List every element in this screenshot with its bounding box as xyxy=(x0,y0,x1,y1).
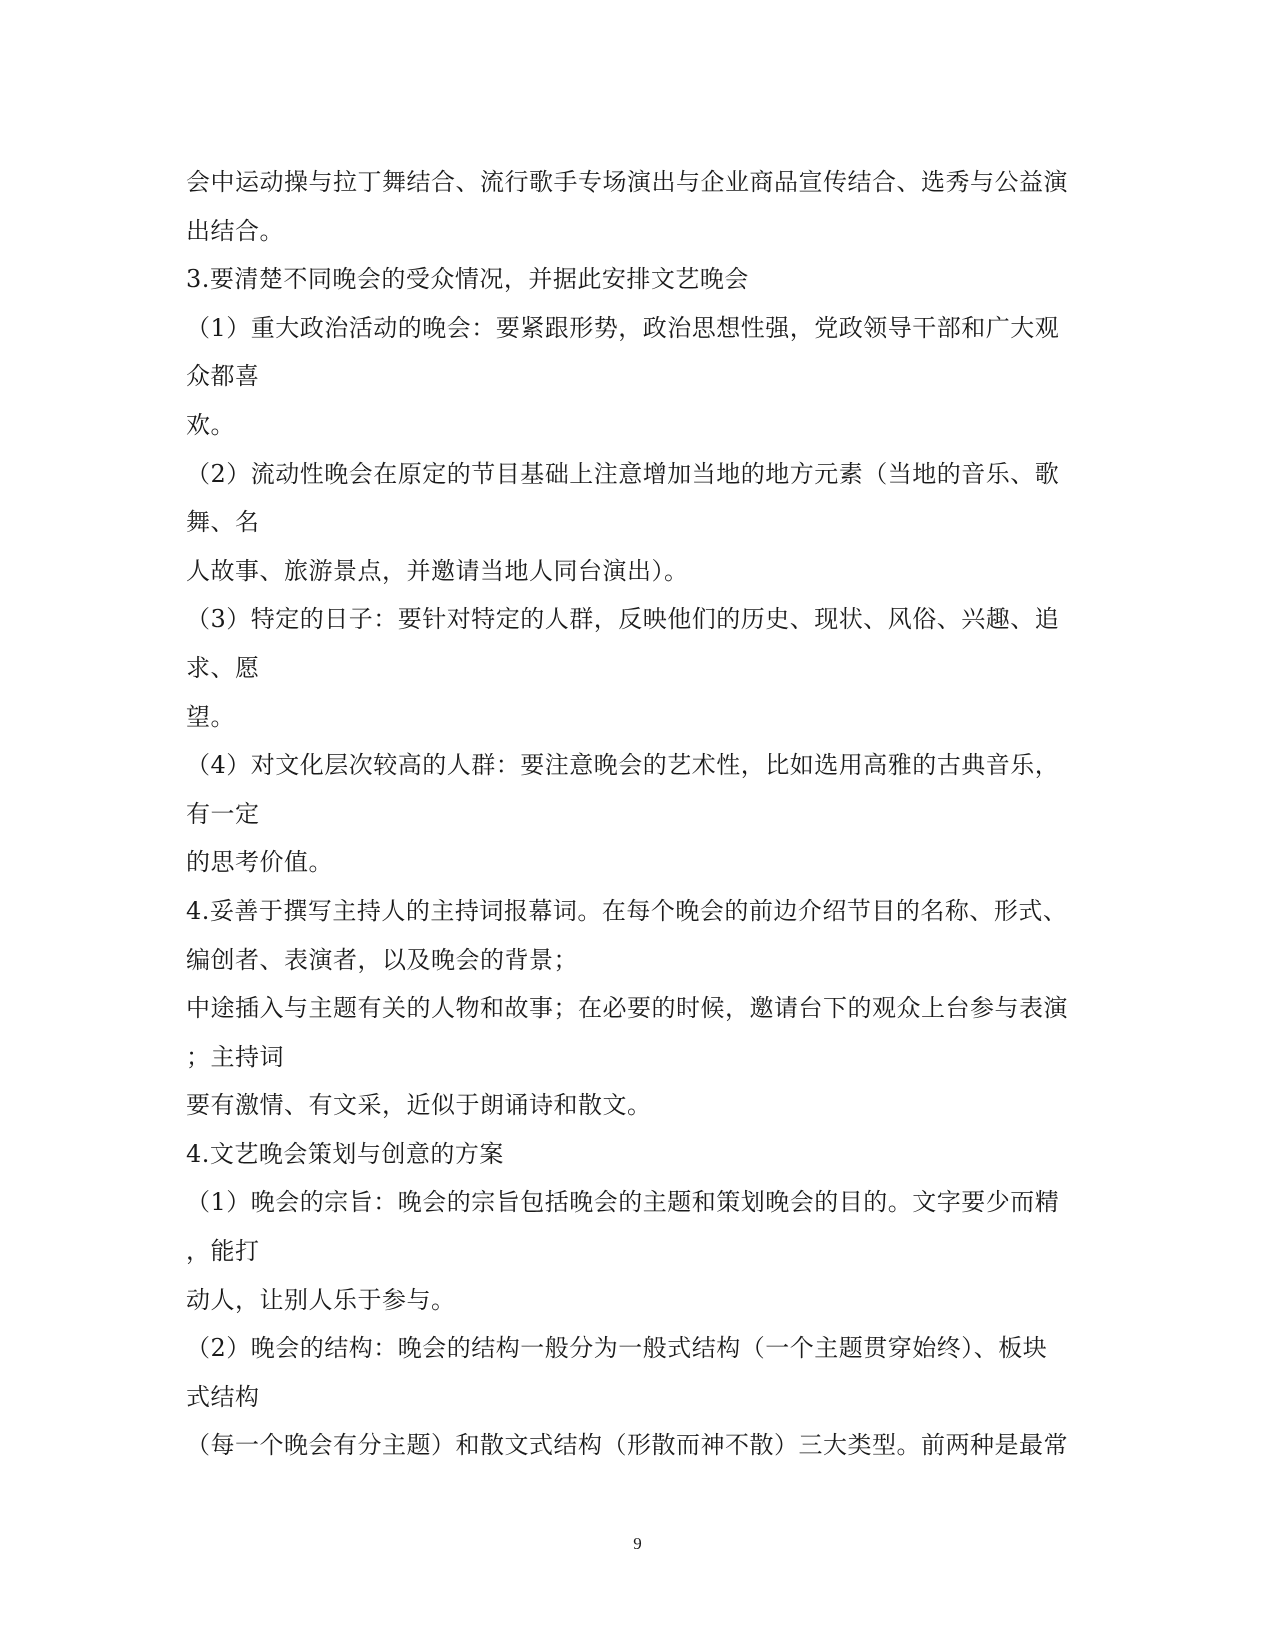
text-line: 望。 xyxy=(186,702,235,731)
text-line: （2）流动性晚会在原定的节目基础上注意增加当地的地方元素（当地的音乐、歌 xyxy=(186,459,1060,488)
section-heading: 4.文艺晚会策划与创意的方案 xyxy=(186,1139,504,1168)
text-line: （2）晚会的结构：晚会的结构一般分为一般式结构（一个主题贯穿始终）、板块 xyxy=(186,1334,1048,1363)
text-line: 中途插入与主题有关的人物和故事；在必要的时候，邀请台下的观众上台参与表演 xyxy=(186,994,1068,1023)
text-line: 式结构 xyxy=(186,1382,260,1411)
text-line: （4）对文化层次较高的人群：要注意晚会的艺术性，比如选用高雅的古典音乐， xyxy=(186,751,1060,780)
page-number: 9 xyxy=(633,1534,642,1553)
text-line: 动人，让别人乐于参与。 xyxy=(186,1285,456,1314)
text-line: 的思考价值。 xyxy=(186,848,333,877)
text-line: 有一定 xyxy=(186,799,260,828)
section-heading: 3.要清楚不同晚会的受众情况，并据此安排文艺晚会 xyxy=(186,265,749,294)
text-line: 会中运动操与拉丁舞结合、流行歌手专场演出与企业商品宣传结合、选秀与公益演 xyxy=(186,168,1068,196)
text-line: （1）晚会的宗旨：晚会的宗旨包括晚会的主题和策划晚会的目的。文字要少而精 xyxy=(186,1188,1060,1217)
text-line: ，能打 xyxy=(186,1237,260,1266)
text-line: 舞、名 xyxy=(186,508,260,537)
text-line: （1）重大政治活动的晚会：要紧跟形势，政治思想性强，党政领导干部和广大观 xyxy=(186,313,1060,342)
text-line: 求、愿 xyxy=(186,653,260,682)
text-line: 编创者、表演者，以及晚会的背景； xyxy=(186,945,578,974)
text-line: （3）特定的日子：要针对特定的人群，反映他们的历史、现状、风俗、兴趣、追 xyxy=(186,605,1060,634)
text-line: ；主持词 xyxy=(186,1042,284,1071)
text-line: （每一个晚会有分主题）和散文式结构（形散而神不散）三大类型。前两种是最常 xyxy=(186,1431,1068,1460)
text-line: 要有激情、有文采，近似于朗诵诗和散文。 xyxy=(186,1091,652,1120)
text-line: 人故事、旅游景点，并邀请当地人同台演出）。 xyxy=(186,556,689,585)
body-text xyxy=(186,158,1086,1470)
text-line: 众都喜 xyxy=(186,362,260,391)
text-line: 欢。 xyxy=(186,410,235,439)
section-heading: 4.妥善于撰写主持人的主持词报幕词。在每个晚会的前边介绍节目的名称、形式、 xyxy=(186,896,1068,925)
text-line: 出结合。 xyxy=(186,216,284,245)
